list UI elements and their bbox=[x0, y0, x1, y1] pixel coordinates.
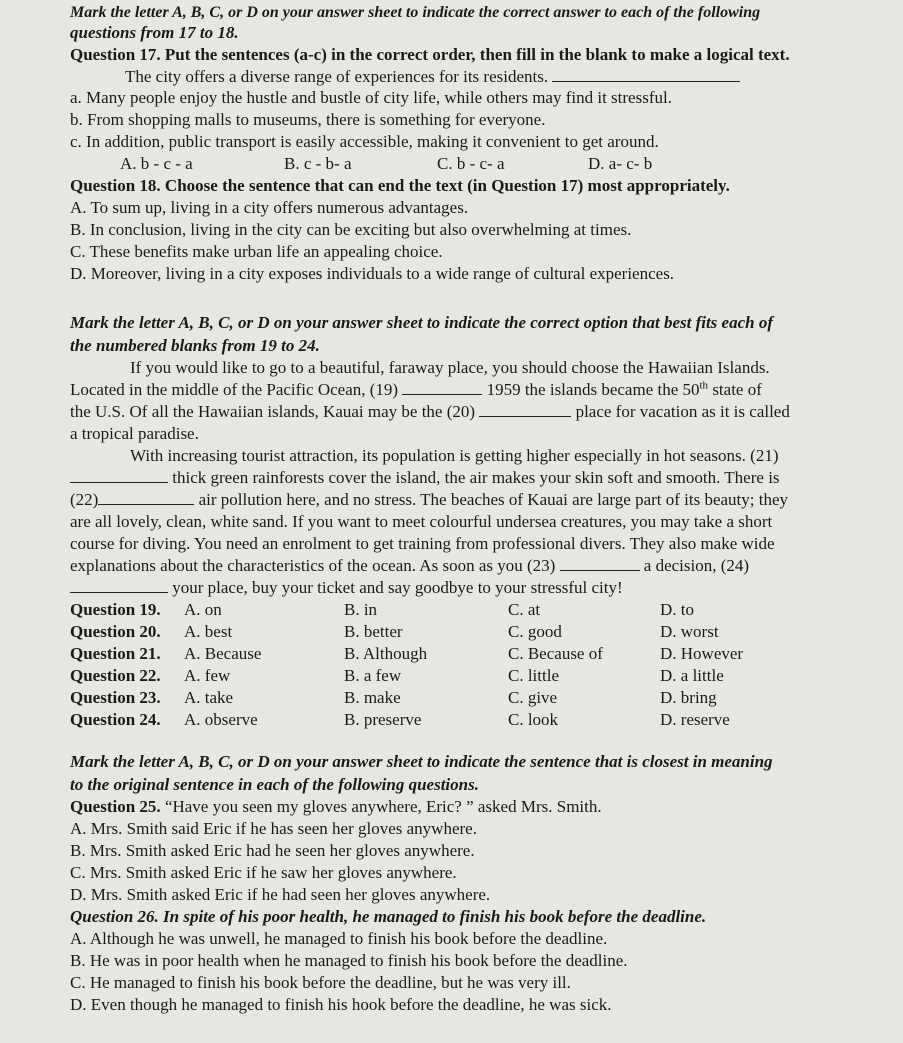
blank-21 bbox=[70, 468, 168, 483]
answer-20-option-b[interactable]: B. better bbox=[344, 622, 403, 641]
passage-text: the U.S. Of all the Hawaiian islands, Kauai may be the (20) bbox=[70, 402, 476, 421]
question-18-option-a[interactable]: A. To sum up, living in a city offers numerous advantages. bbox=[70, 198, 469, 217]
question-25-option-c[interactable]: C. Mrs. Smith asked Eric if he saw her gloves anywhere. bbox=[70, 863, 457, 882]
passage-text: air pollution here, and no stress. The beaches of Kauai are large part of its beauty; they bbox=[198, 490, 789, 509]
answer-22-option-a[interactable]: A. few bbox=[184, 666, 231, 685]
passage-line-2 bbox=[70, 379, 762, 400]
passage-line-9: course for diving. You need an enrolment to get training from professional divers. They also make wide bbox=[70, 534, 775, 553]
passage-text: (22) bbox=[70, 490, 99, 509]
answer-20-option-c[interactable]: C. good bbox=[508, 622, 562, 641]
passage-line-7 bbox=[70, 489, 788, 510]
blank-23 bbox=[560, 556, 640, 571]
answer-21-option-b[interactable]: B. Although bbox=[344, 644, 428, 663]
answer-22-option-d[interactable]: D. a little bbox=[660, 666, 724, 685]
answer-20-option-d[interactable]: D. worst bbox=[660, 622, 719, 641]
answer-24-option-a[interactable]: A. observe bbox=[184, 710, 258, 729]
question-26-stem bbox=[70, 906, 706, 927]
answer-row-22-label: Question 22. bbox=[70, 666, 161, 685]
question-25-option-b[interactable]: B. Mrs. Smith asked Eric had he seen her gloves anywhere. bbox=[70, 841, 475, 860]
answer-19-option-a[interactable]: A. on bbox=[184, 600, 222, 619]
question-17-option-b[interactable]: B. c - b- a bbox=[284, 154, 352, 173]
question-17-sentence-a: a. Many people enjoy the hustle and bustle of city life, while others may find it stressful. bbox=[70, 88, 672, 107]
question-25-label: Question 25. bbox=[70, 797, 161, 816]
answer-row-19-label: Question 19. bbox=[70, 600, 161, 619]
answer-24-option-d[interactable]: D. reserve bbox=[660, 710, 730, 729]
answer-19-option-b[interactable]: B. in bbox=[344, 600, 378, 619]
passage-text: your place, buy your ticket and say goodbye to your stressful city! bbox=[172, 578, 623, 597]
passage-line-4: a tropical paradise. bbox=[70, 424, 199, 443]
answer-row-21-label: Question 21. bbox=[70, 644, 161, 663]
answer-22-option-b[interactable]: B. a few bbox=[344, 666, 402, 685]
question-18-option-d[interactable]: D. Moreover, living in a city exposes individuals to a wide range of cultural experiences. bbox=[70, 264, 675, 283]
passage-line-11 bbox=[70, 577, 623, 598]
question-26-label: Question 26. bbox=[70, 907, 159, 926]
passage-text: state of bbox=[712, 380, 762, 399]
question-18-option-b[interactable]: B. In conclusion, living in the city can be exciting but also overwhelming at times. bbox=[70, 220, 632, 239]
answer-row-23-label: Question 23. bbox=[70, 688, 161, 707]
answer-blank bbox=[552, 67, 740, 82]
question-17-sentence-c: c. In addition, public transport is easily accessible, making it convenient to get around. bbox=[70, 132, 659, 151]
question-26-option-a[interactable]: A. Although he was unwell, he managed to finish his book before the deadline. bbox=[70, 929, 608, 948]
answer-23-option-b[interactable]: B. make bbox=[344, 688, 401, 707]
answer-23-option-d[interactable]: D. bring bbox=[660, 688, 717, 707]
question-17-stem bbox=[125, 66, 740, 87]
answer-row-20-label: Question 20. bbox=[70, 622, 161, 641]
passage-line-5: With increasing tourist attraction, its population is getting higher especially in hot seasons. (21) bbox=[130, 446, 779, 465]
question-25-text: “Have you seen my gloves anywhere, Eric? ” asked Mrs. Smith. bbox=[164, 797, 602, 816]
passage-text: a decision, (24) bbox=[643, 556, 750, 575]
question-26-text: In spite of his poor health, he managed to finish his book before the deadline. bbox=[163, 907, 707, 926]
question-25-option-a[interactable]: A. Mrs. Smith said Eric if he has seen her gloves anywhere. bbox=[70, 819, 477, 838]
passage-line-10 bbox=[70, 555, 749, 576]
passage-text: explanations about the characteristics of the ocean. As soon as you (23) bbox=[70, 556, 556, 575]
answer-22-option-c[interactable]: C. little bbox=[508, 666, 559, 685]
passage-text: Located in the middle of the Pacific Ocean, (19) bbox=[70, 380, 399, 399]
question-26-option-b[interactable]: B. He was in poor health when he managed to finish his book before the deadline. bbox=[70, 951, 628, 970]
question-25-option-d[interactable]: D. Mrs. Smith asked Eric if he had seen her gloves anywhere. bbox=[70, 885, 491, 904]
blank-20 bbox=[479, 402, 571, 417]
passage-line-3 bbox=[70, 401, 790, 422]
question-17-sentence-b: b. From shopping malls to museums, there is something for everyone. bbox=[70, 110, 546, 129]
blank-24 bbox=[70, 578, 168, 593]
question-17-option-d[interactable]: D. a- c- b bbox=[588, 154, 653, 173]
instruction-3-line-2: to the original sentence in each of the following questions. bbox=[70, 775, 479, 794]
answer-row-24-label: Question 24. bbox=[70, 710, 161, 729]
instruction-3-line-1: Mark the letter A, B, C, or D on your answer sheet to indicate the sentence that is closest in meaning bbox=[70, 752, 773, 771]
question-25-stem bbox=[70, 796, 602, 817]
passage-text: thick green rainforests cover the island, the air makes your skin soft and smooth. There is bbox=[172, 468, 780, 487]
answer-21-option-a[interactable]: A. Because bbox=[184, 644, 262, 663]
blank-22 bbox=[98, 490, 194, 505]
answer-23-option-c[interactable]: C. give bbox=[508, 688, 558, 707]
instruction-2-line-1: Mark the letter A, B, C, or D on your answer sheet to indicate the correct option that best fits each of bbox=[70, 313, 774, 332]
passage-text: 1959 the islands became the 50 bbox=[486, 380, 700, 399]
question-17-option-c[interactable]: C. b - c- a bbox=[437, 154, 505, 173]
answer-19-option-c[interactable]: C. at bbox=[508, 600, 541, 619]
instruction-1-line-1: Mark the letter A, B, C, or D on your answer sheet to indicate the correct answer to each of the following bbox=[70, 4, 761, 21]
question-18-option-c[interactable]: C. These benefits make urban life an appealing choice. bbox=[70, 242, 443, 261]
instruction-1-line-2: questions from 17 to 18. bbox=[70, 23, 239, 42]
passage-line-1: If you would like to go to a beautiful, faraway place, you should choose the Hawaiian Islands. bbox=[130, 358, 770, 377]
answer-19-option-d[interactable]: D. to bbox=[660, 600, 694, 619]
question-17-stem-text: The city offers a diverse range of experiences for its residents. bbox=[125, 67, 549, 86]
blank-19 bbox=[402, 380, 482, 395]
instruction-2-line-2: the numbered blanks from 19 to 24. bbox=[70, 336, 320, 355]
passage-text: place for vacation as it is called bbox=[575, 402, 790, 421]
passage-line-6 bbox=[70, 467, 780, 488]
question-17-title: Question 17. Put the sentences (a-c) in the correct order, then fill in the blank to make a logical text. bbox=[70, 45, 790, 64]
question-18-title: Question 18. Choose the sentence that can end the text (in Question 17) most appropriately. bbox=[70, 176, 730, 195]
passage-line-8: are all lovely, clean, white sand. If you want to meet colourful undersea creatures, you may take a short bbox=[70, 512, 773, 531]
answer-21-option-c[interactable]: C. Because of bbox=[508, 644, 603, 663]
superscript: th bbox=[699, 379, 709, 392]
answer-20-option-a[interactable]: A. best bbox=[184, 622, 233, 641]
question-17-option-a[interactable]: A. b - c - a bbox=[120, 154, 193, 173]
answer-24-option-b[interactable]: B. preserve bbox=[344, 710, 422, 729]
answer-24-option-c[interactable]: C. look bbox=[508, 710, 559, 729]
answer-21-option-d[interactable]: D. However bbox=[660, 644, 744, 663]
question-26-option-c[interactable]: C. He managed to finish his book before the deadline, but he was very ill. bbox=[70, 973, 571, 992]
question-26-option-d[interactable]: D. Even though he managed to finish his hook before the deadline, he was sick. bbox=[70, 995, 612, 1014]
answer-23-option-a[interactable]: A. take bbox=[184, 688, 234, 707]
